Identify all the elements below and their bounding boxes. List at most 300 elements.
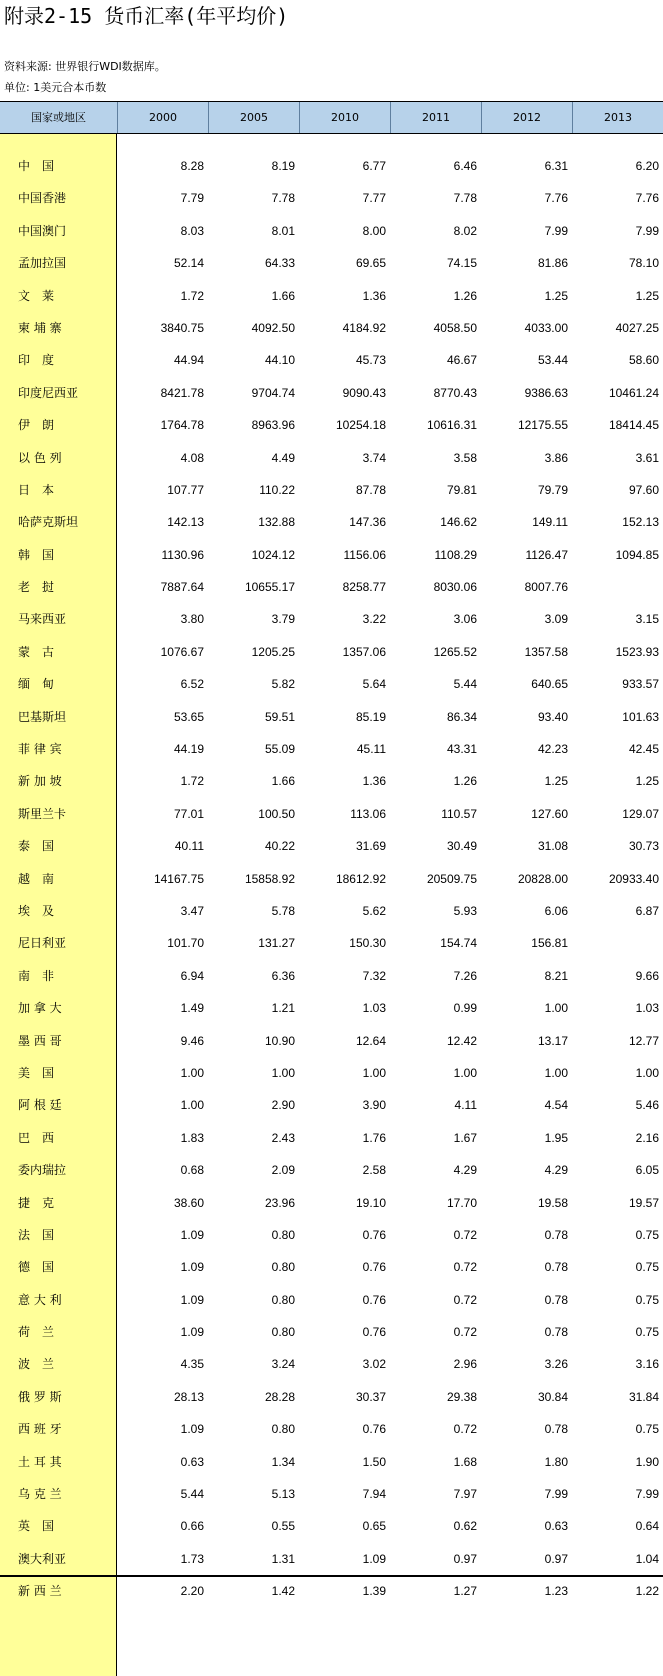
rate-value: 1357.58 — [524, 644, 568, 659]
region-name: 斯里兰卡 — [18, 806, 67, 821]
rate-value: 1.03 — [362, 1001, 386, 1016]
rate-value: 7.94 — [362, 1487, 386, 1502]
rate-value: 5.78 — [271, 903, 295, 918]
table-row — [0, 1413, 663, 1445]
region-name: 老 挝 — [18, 580, 55, 595]
rate-value: 2.43 — [271, 1130, 295, 1145]
rate-value: 0.75 — [635, 1292, 659, 1307]
region-name: 菲 律 宾 — [18, 742, 62, 757]
rate-value: 8030.06 — [433, 580, 477, 595]
rate-value: 20509.75 — [426, 871, 477, 886]
table-row — [0, 1284, 663, 1316]
table-row — [0, 830, 663, 862]
rate-value: 107.77 — [167, 482, 204, 497]
rate-value: 40.11 — [174, 839, 204, 854]
rate-value: 19.10 — [355, 1195, 386, 1210]
rate-value: 8.01 — [271, 223, 295, 238]
region-name: 巴基斯坦 — [18, 709, 67, 724]
rate-value: 4092.50 — [251, 320, 295, 335]
rate-value: 1.66 — [271, 774, 295, 789]
region-name: 土 耳 其 — [18, 1454, 62, 1469]
rate-value: 4.54 — [544, 1098, 568, 1113]
rate-value: 0.75 — [635, 1325, 659, 1340]
region-name: 新 加 坡 — [18, 774, 62, 789]
region-name: 加 拿 大 — [18, 1001, 62, 1016]
rate-value: 1.03 — [635, 1001, 659, 1016]
header-year: 2011 — [390, 102, 481, 133]
rate-value: 0.97 — [453, 1551, 477, 1566]
rate-value: 110.22 — [259, 482, 295, 497]
table-row — [0, 1187, 663, 1219]
rate-value: 10655.17 — [244, 580, 295, 595]
rate-value: 1.26 — [453, 774, 477, 789]
rate-value: 10.90 — [264, 1033, 295, 1048]
table-row — [0, 1478, 663, 1510]
rate-value: 1.00 — [362, 1065, 386, 1080]
rate-value: 6.52 — [180, 677, 204, 692]
table-bottom-rule — [0, 1575, 663, 1577]
rate-value: 7.26 — [453, 968, 477, 983]
rate-value: 8.19 — [271, 159, 295, 173]
rate-value: 29.38 — [446, 1389, 477, 1404]
rate-value: 0.66 — [180, 1519, 204, 1534]
table-row — [0, 150, 663, 182]
rate-value: 10461.24 — [608, 385, 659, 400]
rate-value: 42.23 — [537, 742, 568, 757]
rate-value: 78.10 — [628, 256, 659, 271]
rate-value: 7.77 — [362, 191, 386, 206]
rate-value: 93.40 — [537, 709, 568, 724]
table-row — [0, 312, 663, 344]
rate-value: 1.00 — [180, 1065, 204, 1080]
table-body — [0, 150, 663, 1608]
rate-value: 7.78 — [271, 191, 295, 206]
table-row — [0, 474, 663, 506]
region-name: 柬 埔 寨 — [18, 320, 62, 335]
table-row — [0, 798, 663, 830]
rate-value: 4184.92 — [342, 320, 386, 335]
region-name: 尼日利亚 — [18, 936, 67, 951]
rate-value: 142.13 — [167, 515, 204, 530]
rate-value: 20933.40 — [608, 871, 659, 886]
rate-value: 4.29 — [544, 1163, 568, 1178]
rate-value: 59.51 — [264, 709, 295, 724]
rate-value: 1.72 — [180, 288, 204, 303]
table-row — [0, 701, 663, 733]
rate-value: 3.86 — [544, 450, 568, 465]
rate-value: 1076.67 — [160, 644, 204, 659]
rate-value: 85.19 — [355, 709, 386, 724]
rate-value: 1094.85 — [615, 547, 659, 562]
region-name: 美 国 — [18, 1065, 55, 1080]
rate-value: 1.00 — [635, 1065, 659, 1080]
rate-value: 8.28 — [180, 159, 204, 173]
rate-value: 6.87 — [635, 903, 659, 918]
rate-value: 1.09 — [180, 1292, 204, 1307]
rate-value: 42.45 — [628, 742, 659, 757]
rate-value: 7887.64 — [160, 580, 204, 595]
rate-value: 18414.45 — [608, 418, 659, 433]
rate-value: 6.46 — [453, 159, 477, 173]
rate-value: 69.65 — [355, 256, 386, 271]
rate-value: 100.50 — [258, 806, 295, 821]
rate-value: 127.60 — [531, 806, 568, 821]
rate-value: 0.72 — [453, 1227, 477, 1242]
rate-value: 44.19 — [173, 742, 204, 757]
rate-value: 1.25 — [544, 774, 568, 789]
page-title: 附录2-15 货币汇率(年平均价) — [4, 4, 289, 28]
region-name: 澳大利亚 — [18, 1551, 67, 1566]
rate-value: 933.57 — [622, 677, 659, 692]
table-row — [0, 863, 663, 895]
rate-value: 8007.76 — [524, 580, 568, 595]
table-row — [0, 895, 663, 927]
rate-value: 64.33 — [264, 256, 295, 271]
region-name: 西 班 牙 — [18, 1422, 62, 1437]
rate-value: 5.13 — [271, 1487, 295, 1502]
table-row — [0, 1316, 663, 1348]
rate-value — [573, 927, 659, 959]
region-name: 巴 西 — [18, 1130, 55, 1145]
rate-value: 30.49 — [446, 839, 477, 854]
rate-value: 152.13 — [622, 515, 659, 530]
rate-value: 0.62 — [453, 1519, 477, 1534]
region-name: 印度尼西亚 — [18, 385, 79, 400]
rate-value: 44.10 — [264, 353, 295, 368]
rate-value: 110.57 — [441, 806, 477, 821]
rate-value: 12.42 — [446, 1033, 477, 1048]
region-name: 波 兰 — [18, 1357, 55, 1372]
table-row — [0, 409, 663, 441]
rate-value: 18612.92 — [335, 871, 386, 886]
header-year: 2000 — [117, 102, 208, 133]
rate-value: 14167.75 — [153, 871, 204, 886]
table-row — [0, 992, 663, 1024]
rate-value: 1.09 — [362, 1551, 386, 1566]
rate-value: 9.66 — [635, 968, 659, 983]
rate-value: 97.60 — [628, 482, 659, 497]
rate-value: 6.06 — [544, 903, 568, 918]
rate-value: 28.13 — [173, 1389, 204, 1404]
rate-value: 1.76 — [362, 1130, 386, 1145]
rate-value: 0.72 — [453, 1260, 477, 1275]
rate-value — [573, 571, 659, 603]
region-name: 中国澳门 — [18, 223, 67, 238]
rate-value: 7.99 — [544, 223, 568, 238]
region-name: 以 色 列 — [18, 450, 62, 465]
rate-value: 7.99 — [635, 223, 659, 238]
table-header — [0, 101, 663, 134]
rate-value: 1205.25 — [251, 644, 295, 659]
header-year: 2010 — [299, 102, 390, 133]
rate-value: 86.34 — [446, 709, 477, 724]
rate-value: 2.90 — [271, 1098, 295, 1113]
rate-value: 0.72 — [453, 1325, 477, 1340]
rate-value: 3.24 — [271, 1357, 295, 1372]
table-row — [0, 344, 663, 376]
rate-value: 1523.93 — [615, 644, 659, 659]
region-name: 英 国 — [18, 1519, 55, 1534]
header-year: 2013 — [572, 102, 663, 133]
rate-value: 0.76 — [362, 1325, 386, 1340]
table-row — [0, 506, 663, 538]
rate-value: 3.61 — [635, 450, 659, 465]
rate-value: 1.23 — [544, 1584, 568, 1599]
rate-value: 0.76 — [362, 1422, 386, 1437]
rate-value: 30.84 — [537, 1389, 568, 1404]
region-name: 南 非 — [18, 968, 55, 983]
rate-value: 23.96 — [264, 1195, 295, 1210]
table-row — [0, 247, 663, 279]
rate-value: 1.90 — [635, 1454, 659, 1469]
rate-value: 1.09 — [180, 1422, 204, 1437]
region-name: 委内瑞拉 — [18, 1163, 67, 1178]
rate-value: 20828.00 — [517, 871, 568, 886]
rate-value: 10616.31 — [426, 418, 477, 433]
rate-value: 2.96 — [453, 1357, 477, 1372]
table-row — [0, 636, 663, 668]
table-row — [0, 1575, 663, 1607]
rate-value: 5.93 — [453, 903, 477, 918]
rate-value: 12.64 — [355, 1033, 386, 1048]
table-row — [0, 1089, 663, 1121]
rate-value: 3.74 — [362, 450, 386, 465]
rate-value: 7.79 — [180, 191, 204, 206]
rate-value: 81.86 — [537, 256, 568, 271]
region-name: 意 大 利 — [18, 1292, 62, 1307]
table-row — [0, 442, 663, 474]
rate-value: 5.82 — [271, 677, 295, 692]
region-name: 伊 朗 — [18, 418, 55, 433]
rate-value: 8421.78 — [160, 385, 204, 400]
header-year: 2012 — [481, 102, 572, 133]
rate-value: 53.65 — [173, 709, 204, 724]
rate-value: 8258.77 — [342, 580, 386, 595]
region-name: 印 度 — [18, 353, 55, 368]
region-name: 日 本 — [18, 482, 55, 497]
rate-value: 3.79 — [271, 612, 295, 627]
rate-value: 31.08 — [537, 839, 568, 854]
rate-value: 28.28 — [264, 1389, 295, 1404]
table-row — [0, 1251, 663, 1283]
table-row — [0, 539, 663, 571]
rate-value: 17.70 — [446, 1195, 477, 1210]
rate-value: 6.94 — [180, 968, 204, 983]
table-row — [0, 765, 663, 797]
rate-value: 55.09 — [264, 742, 295, 757]
rate-value: 1108.29 — [434, 547, 477, 562]
rate-value: 0.80 — [271, 1422, 295, 1437]
rate-value: 0.78 — [544, 1325, 568, 1340]
table-row — [0, 1025, 663, 1057]
rate-value: 1.67 — [453, 1130, 477, 1145]
rate-value: 5.44 — [180, 1487, 204, 1502]
rate-value: 1265.52 — [433, 644, 477, 659]
rate-value: 4.29 — [453, 1163, 477, 1178]
rate-value: 12.77 — [628, 1033, 659, 1048]
rate-value: 3.16 — [635, 1357, 659, 1372]
rate-value: 30.37 — [355, 1389, 386, 1404]
rate-value: 0.76 — [362, 1292, 386, 1307]
rate-value: 30.73 — [628, 839, 659, 854]
rate-value: 87.78 — [355, 482, 386, 497]
rate-value: 6.31 — [544, 159, 568, 173]
rate-value: 74.15 — [446, 256, 477, 271]
rate-value: 52.14 — [173, 256, 204, 271]
rate-value: 0.75 — [635, 1422, 659, 1437]
rate-value: 3.06 — [453, 612, 477, 627]
table-row — [0, 182, 663, 214]
rate-value: 31.69 — [355, 839, 386, 854]
rate-value: 640.65 — [531, 677, 568, 692]
region-name: 荷 兰 — [18, 1325, 55, 1340]
region-name: 俄 罗 斯 — [18, 1389, 62, 1404]
table-row — [0, 1446, 663, 1478]
rate-value: 101.63 — [622, 709, 659, 724]
region-name: 阿 根 廷 — [18, 1098, 62, 1113]
region-name: 缅 甸 — [18, 677, 55, 692]
rate-value: 1130.96 — [161, 547, 204, 562]
table-row — [0, 927, 663, 959]
rate-value: 0.63 — [180, 1454, 204, 1469]
region-name: 墨 西 哥 — [18, 1033, 62, 1048]
rate-value: 4058.50 — [433, 320, 477, 335]
rate-value: 1.25 — [635, 774, 659, 789]
rate-value: 6.20 — [635, 159, 659, 173]
table-row — [0, 960, 663, 992]
rate-value: 1357.06 — [342, 644, 386, 659]
rate-value: 101.70 — [167, 936, 204, 951]
rate-value: 6.77 — [362, 159, 386, 173]
rate-value: 9386.63 — [524, 385, 568, 400]
rate-value: 19.57 — [628, 1195, 659, 1210]
table-row — [0, 1381, 663, 1413]
rate-value: 0.80 — [271, 1227, 295, 1242]
rate-value: 2.58 — [362, 1163, 386, 1178]
rate-value: 1.27 — [453, 1584, 477, 1599]
rate-value: 0.78 — [544, 1422, 568, 1437]
rate-value: 1126.47 — [525, 547, 568, 562]
region-name: 孟加拉国 — [18, 256, 67, 271]
rate-value: 4.35 — [180, 1357, 204, 1372]
table-row — [0, 1348, 663, 1380]
rate-value: 3.22 — [362, 612, 386, 627]
rate-value: 154.74 — [440, 936, 477, 951]
rate-value: 4.11 — [454, 1098, 477, 1113]
rate-value: 45.11 — [356, 742, 386, 757]
rate-value: 7.78 — [453, 191, 477, 206]
rate-value: 1.66 — [271, 288, 295, 303]
rate-value: 40.22 — [264, 839, 295, 854]
rate-value: 0.72 — [453, 1292, 477, 1307]
rate-value: 12175.55 — [517, 418, 568, 433]
rate-value: 0.78 — [544, 1260, 568, 1275]
rate-value: 1.50 — [362, 1454, 386, 1469]
rate-value: 5.44 — [453, 677, 477, 692]
rate-value: 1.00 — [271, 1065, 295, 1080]
rate-value: 129.07 — [622, 806, 659, 821]
rate-value: 1156.06 — [343, 547, 386, 562]
rate-value: 0.78 — [544, 1292, 568, 1307]
rate-value: 1.68 — [453, 1454, 477, 1469]
rate-value: 38.60 — [173, 1195, 204, 1210]
rate-value: 1.34 — [271, 1454, 295, 1469]
rate-value: 5.62 — [362, 903, 386, 918]
table-row — [0, 1122, 663, 1154]
table-row — [0, 1543, 663, 1575]
rate-value: 7.32 — [362, 968, 386, 983]
table-row — [0, 1510, 663, 1542]
rate-value: 1.95 — [544, 1130, 568, 1145]
rate-value: 0.80 — [271, 1292, 295, 1307]
unit-note: 单位: 1美元合本币数 — [4, 81, 107, 94]
rate-value: 8.21 — [544, 968, 568, 983]
rate-value: 156.81 — [531, 936, 568, 951]
rate-value: 2.09 — [271, 1163, 295, 1178]
rate-value: 31.84 — [628, 1389, 659, 1404]
rate-value: 4033.00 — [524, 320, 568, 335]
table-row — [0, 280, 663, 312]
table-row — [0, 1219, 663, 1251]
rate-value: 1.09 — [180, 1260, 204, 1275]
rate-value: 0.76 — [362, 1260, 386, 1275]
rate-value: 46.67 — [446, 353, 477, 368]
rate-value: 6.05 — [635, 1163, 659, 1178]
rate-value: 1.31 — [271, 1551, 295, 1566]
rate-value: 1764.78 — [160, 418, 204, 433]
rate-value: 1.39 — [362, 1584, 386, 1599]
rate-value: 4.08 — [180, 450, 204, 465]
region-name: 乌 克 兰 — [18, 1487, 62, 1502]
rate-value: 13.17 — [537, 1033, 568, 1048]
data-source-note: 资料来源: 世界银行WDI数据库。 — [4, 60, 166, 73]
table-row — [0, 668, 663, 700]
rate-value: 0.97 — [544, 1551, 568, 1566]
region-name: 法 国 — [18, 1227, 55, 1242]
region-name: 蒙 古 — [18, 644, 55, 659]
rate-value: 1.22 — [635, 1584, 659, 1599]
rate-value: 132.88 — [258, 515, 295, 530]
region-name: 越 南 — [18, 871, 55, 886]
region-name: 德 国 — [18, 1260, 55, 1275]
rate-value: 131.27 — [258, 936, 295, 951]
table-row — [0, 1154, 663, 1186]
region-name: 文 莱 — [18, 288, 55, 303]
rate-value: 0.68 — [180, 1163, 204, 1178]
rate-value: 8.00 — [362, 223, 386, 238]
rate-value: 1.49 — [180, 1001, 204, 1016]
rate-value: 6.36 — [271, 968, 295, 983]
rate-value: 1.42 — [271, 1584, 295, 1599]
rate-value: 0.99 — [453, 1001, 477, 1016]
rate-value: 15858.92 — [244, 871, 295, 886]
table-row — [0, 603, 663, 635]
region-name: 韩 国 — [18, 547, 55, 562]
rate-value: 8.02 — [453, 223, 477, 238]
rate-value: 45.73 — [355, 353, 386, 368]
rate-value: 9090.43 — [342, 385, 386, 400]
rate-value: 19.58 — [537, 1195, 568, 1210]
rate-value: 79.79 — [537, 482, 568, 497]
region-name: 哈萨克斯坦 — [18, 515, 79, 530]
rate-value: 0.80 — [271, 1260, 295, 1275]
rate-value: 1.72 — [180, 774, 204, 789]
rate-value: 150.30 — [349, 936, 386, 951]
table-row — [0, 1057, 663, 1089]
rate-value: 1.21 — [271, 1001, 295, 1016]
rate-value: 1.00 — [544, 1001, 568, 1016]
rate-value: 7.76 — [635, 191, 659, 206]
